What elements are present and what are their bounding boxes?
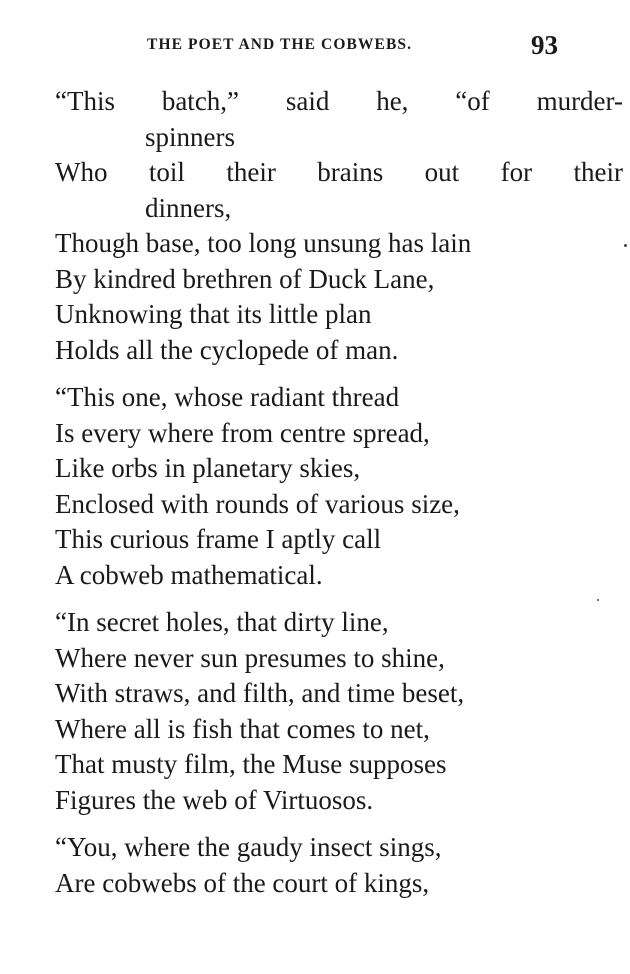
- poem-line: Though base, too long unsung has lain: [55, 228, 472, 258]
- poem-line: [55, 84, 623, 118]
- poem-line: Are cobwebs of the court of kings,: [55, 868, 430, 898]
- page-number: 93: [531, 30, 558, 60]
- poem-line: “This one, whose radiant thread: [55, 382, 400, 412]
- poem-line: That musty film, the Muse supposes: [55, 749, 447, 779]
- poem-line: Like orbs in planetary skies,: [55, 453, 361, 483]
- poem-word: “of: [455, 86, 490, 116]
- poem-line: dinners,: [145, 193, 232, 223]
- poem-line: spinners: [145, 122, 235, 152]
- poem-word: “This: [55, 86, 115, 116]
- poem-line: Unknowing that its little plan: [55, 299, 372, 329]
- poem-word: murder-: [536, 86, 623, 116]
- poem-line: Holds all the cyclopede of man.: [55, 335, 399, 365]
- poem-line: Is every where from centre spread,: [55, 418, 430, 448]
- poem-line: [55, 155, 623, 189]
- running-head: [0, 30, 630, 62]
- poem-line: By kindred brethren of Duck Lane,: [55, 264, 435, 294]
- poem-word: batch,”: [161, 86, 240, 116]
- poem-word: he,: [376, 86, 409, 116]
- poem-line: “In secret holes, that dirty line,: [55, 607, 389, 637]
- poem-line: This curious frame I aptly call: [55, 524, 382, 554]
- poem-word: brains: [317, 157, 384, 187]
- print-speck: [624, 244, 627, 247]
- poem-line: Figures the web of Virtuosos.: [55, 785, 374, 815]
- print-speck: [597, 599, 599, 601]
- poem-word: Who: [55, 157, 108, 187]
- poem-line: Where never sun presumes to shine,: [55, 643, 445, 673]
- running-title: THE POET AND THE COBWEBS.: [147, 36, 413, 53]
- poem-word: out: [424, 157, 460, 187]
- poem-line: A cobweb mathematical.: [55, 560, 323, 590]
- poem-word: toil: [148, 157, 185, 187]
- poem-line: With straws, and filth, and time beset,: [55, 678, 465, 708]
- poem-word: their: [573, 157, 623, 187]
- poem-line: Where all is fish that comes to net,: [55, 714, 430, 744]
- poem-line: Enclosed with rounds of various size,: [55, 489, 460, 519]
- poem-word: for: [500, 157, 533, 187]
- poem-word: said: [285, 86, 330, 116]
- poem-line: “You, where the gaudy insect sings,: [55, 832, 442, 862]
- poem-word: their: [226, 157, 276, 187]
